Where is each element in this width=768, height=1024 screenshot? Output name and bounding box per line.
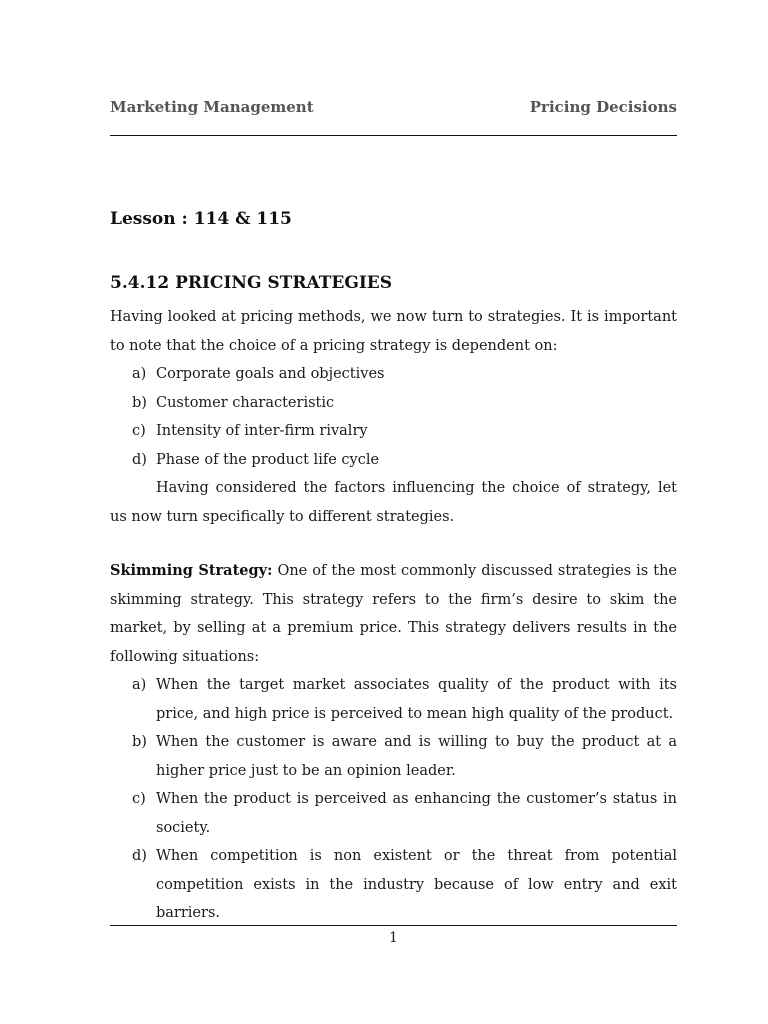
section-heading: 5.4.12 PRICING STRATEGIES <box>110 273 393 293</box>
list-item-text: When the customer is aware and is willing to buy the product at a higher price just to be an opinion leader. <box>156 734 677 779</box>
intro-paragraph: Having looked at pricing methods, we now turn to strategies. It is important to note that the choice of a pricing strategy is dependent on: <box>110 309 677 354</box>
list-marker: d) <box>132 451 147 468</box>
list-item-text: Customer characteristic <box>156 394 335 411</box>
list-marker: c) <box>132 791 146 807</box>
page-number: 1 <box>389 930 398 946</box>
list-item-text: When the target market associates quality of the product with its price, and high price is perceived to mean high quality of the product. <box>156 677 677 722</box>
list-marker: a) <box>132 366 147 382</box>
list-item <box>110 389 677 418</box>
document-page <box>110 0 677 1024</box>
lesson-title: Lesson : 114 & 115 <box>110 209 292 229</box>
header-chapter-title: Pricing Decisions <box>529 98 677 116</box>
list-item-text: Corporate goals and objectives <box>156 366 385 382</box>
list-item <box>110 671 677 728</box>
skimming-term: Skimming Strategy: <box>110 562 273 579</box>
skimming-body: One of the most commonly discussed strategies is the skimming strategy. This strategy refers to the firm’s desire to skim the market, by selling at a premium price. This strategy delivers results in the following situations: <box>110 563 677 665</box>
transition-paragraph: Having considered the factors influencing the choice of strategy, let us now turn specifically to different strategies. <box>110 480 677 525</box>
skimming-block <box>110 557 677 928</box>
list-item <box>110 785 677 842</box>
list-item-text: When competition is non existent or the threat from potential competition exists in the industry because of low entry and exit barriers. <box>156 848 677 921</box>
list-item <box>110 446 677 475</box>
list-item-text: Intensity of inter-firm rivalry <box>156 423 368 439</box>
list-marker: b) <box>132 394 147 411</box>
list-item-text: When the product is perceived as enhancing the customer’s status in society. <box>156 791 677 836</box>
running-header <box>110 98 677 116</box>
intro-block <box>110 303 677 531</box>
list-item <box>110 417 677 446</box>
list-marker: b) <box>132 734 147 750</box>
list-item <box>110 360 677 389</box>
header-rule <box>110 135 677 136</box>
list-marker: a) <box>132 677 147 693</box>
footer-rule <box>110 925 677 926</box>
factor-list <box>110 360 677 474</box>
list-item <box>110 728 677 785</box>
skimming-paragraph <box>110 557 677 671</box>
header-course-title: Marketing Management <box>110 98 314 116</box>
situation-list <box>110 671 677 928</box>
list-item <box>110 842 677 928</box>
list-marker: d) <box>132 848 147 864</box>
list-marker: c) <box>132 423 146 439</box>
list-item-text: Phase of the product life cycle <box>156 451 380 468</box>
